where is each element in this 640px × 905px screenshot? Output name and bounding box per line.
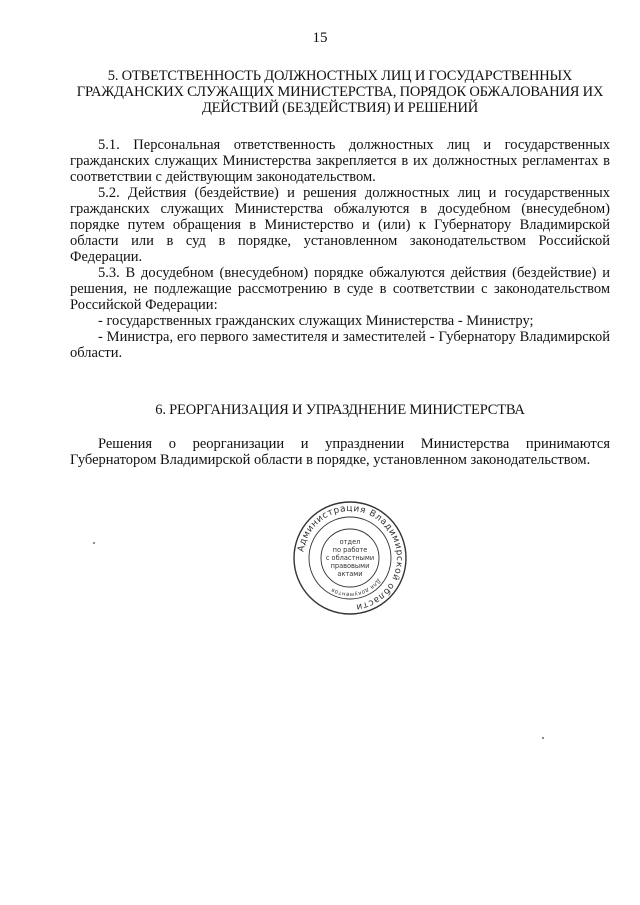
stamp-center-line: по работе [332,546,368,554]
section-5-body [70,137,610,361]
section-5-heading: 5. ОТВЕТСТВЕННОСТЬ ДОЛЖНОСТНЫХ ЛИЦ И ГОСУДАРСТВЕННЫХ ГРАЖДАНСКИХ СЛУЖАЩИХ МИНИСТЕРСТВА, ПОРЯДОК ОБЖАЛОВАНИЯ ИХ ДЕЙСТВИЙ (БЕЗДЕЙСТВИЯ) И РЕШЕНИЙ [76,68,604,116]
stamp-center-line: актами [337,570,363,578]
paragraph-5-3: 5.3. В досудебном (внесудебном) порядке обжалуются действия (бездействие) и решения, не подлежащие рассмотрению в суде в соответствии с законодательством Российской Федерации: [70,265,610,313]
official-stamp [292,500,408,616]
stamp-center-line: отдел [339,538,361,546]
list-item-minister: - Министра, его первого заместителя и заместителей - Губернатору Владимирской области. [70,329,610,361]
page-number: 15 [312,30,328,46]
paragraph-6-1: Решения о реорганизации и упразднении Министерства принимаются Губернатором Владимирской области в порядке, установленном законодательством. [70,436,610,468]
paragraph-5-2: 5.2. Действия (бездействие) и решения должностных лиц и государственных гражданских служащих Министерства обжалуются в досудебном (внесудебном) порядке путем обращения в Министерство и (или) к Губернатору Владимирской области или в суд в порядке, установленном законодательством Российской Федерации. [70,185,610,265]
scan-speck [542,737,544,739]
stamp-center-text [326,538,374,578]
section-6-heading: 6. РЕОРГАНИЗАЦИЯ И УПРАЗДНЕНИЕ МИНИСТЕРСТВА [155,402,525,418]
scan-speck [93,542,95,544]
stamp-center-line: с областными [325,554,375,562]
stamp-inner-text: Для документов [330,577,382,598]
paragraph-5-1: 5.1. Персональная ответственность должностных лиц и государственных гражданских служащих Министерства закрепляется в их должностных регламентах в соответствии с действующим законодательством. [70,137,610,185]
section-6-body [70,436,610,468]
stamp-outer-text: Администрация Владимирской области [296,503,405,612]
stamp-center-line: правовыми [330,562,370,570]
list-item-ministry-employees: - государственных гражданских служащих Министерства - Министру; [98,313,534,329]
